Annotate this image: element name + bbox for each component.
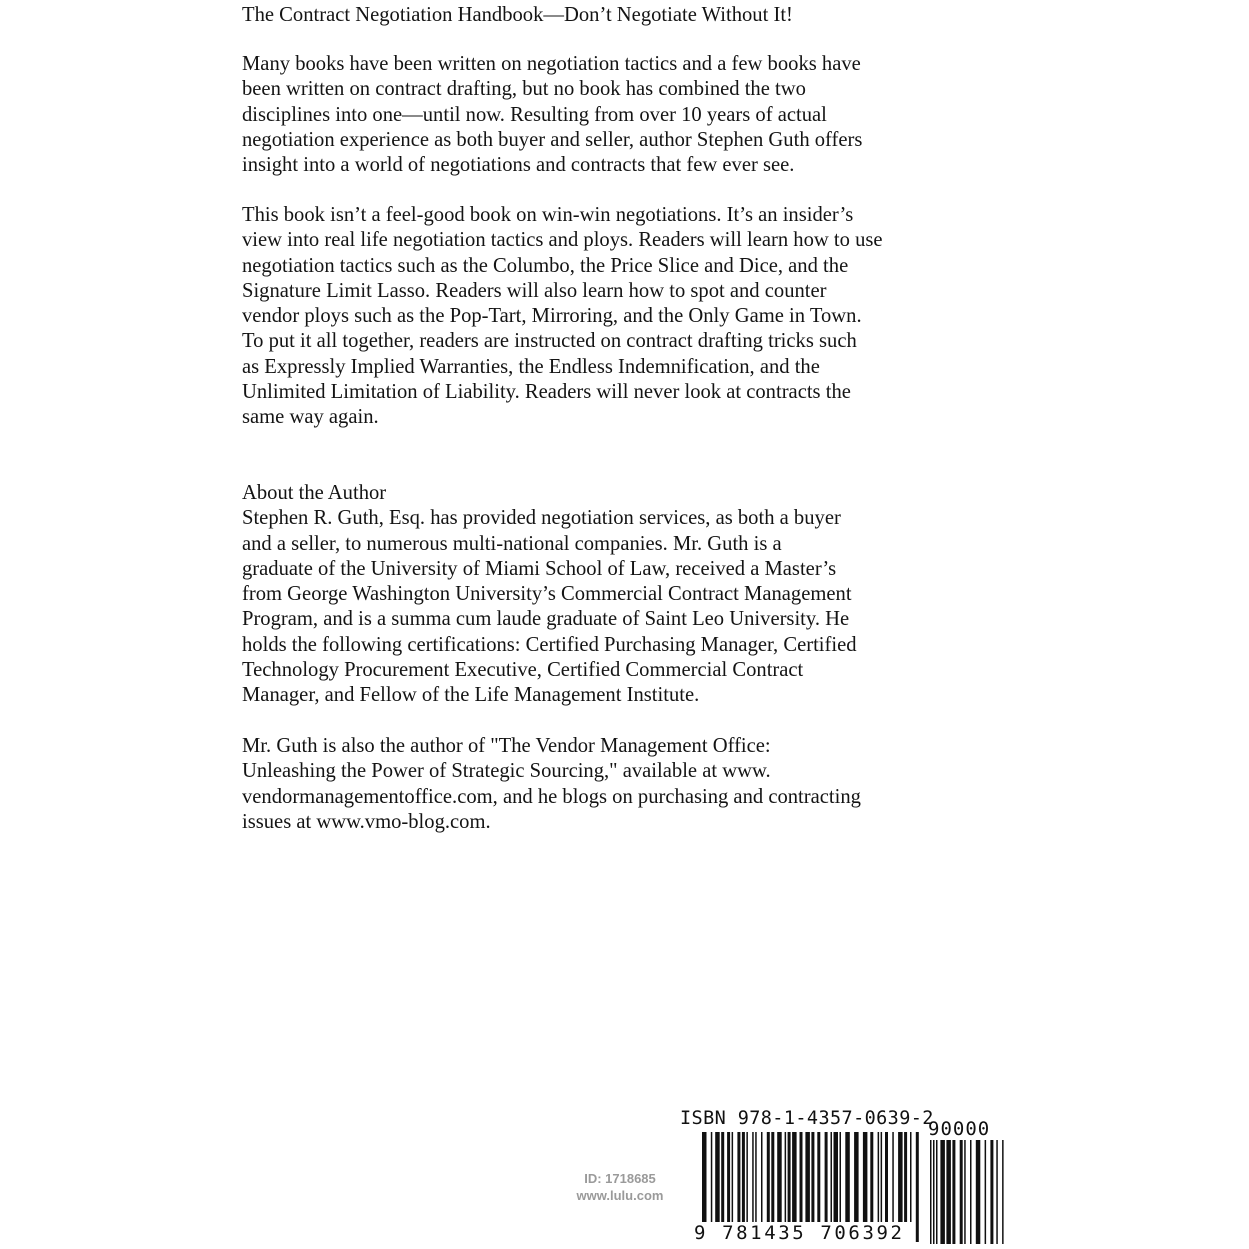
barcode-bar xyxy=(777,1132,782,1222)
barcode-bar xyxy=(904,1132,907,1222)
barcode-bar xyxy=(898,1132,903,1222)
text-line: Unleashing the Power of Strategic Sourcing," available at www. xyxy=(242,760,771,783)
about-author-heading: About the Author xyxy=(242,482,387,504)
barcode-bar xyxy=(933,1140,935,1244)
barcode-bar xyxy=(854,1132,859,1222)
barcode-bar xyxy=(990,1140,993,1244)
barcode-bar xyxy=(811,1132,814,1222)
text-line: Signature Limit Lasso. Readers will also learn how to spot and counter xyxy=(242,279,827,302)
isbn-label: ISBN 978-1-4357-0639-2 xyxy=(680,1108,934,1129)
text-line: graduate of the University of Miami School of Law, received a Master’s xyxy=(242,557,837,580)
barcode-bar xyxy=(788,1132,791,1222)
text-line: vendormanagementoffice.com, and he blogs on purchasing and contracting xyxy=(242,785,861,808)
text-line: insight into a world of negotiations and contracts that few ever see. xyxy=(242,154,795,177)
barcode-bar xyxy=(834,1132,839,1222)
barcode-bar xyxy=(727,1132,730,1222)
barcode-bar xyxy=(1002,1140,1004,1244)
barcode-bar xyxy=(940,1140,945,1244)
ean-digits: 9 781435 706392 xyxy=(694,1222,905,1244)
barcode-bar xyxy=(732,1132,734,1222)
text-line: disciplines into one—until now. Resulting from over 10 years of actual xyxy=(242,103,827,126)
text-line: same way again. xyxy=(242,406,379,429)
barcode-bar xyxy=(892,1132,894,1222)
text-line: vendor ploys such as the Pop-Tart, Mirroring, and the Only Game in Town. xyxy=(242,305,862,328)
barcode-bar xyxy=(737,1132,740,1222)
barcode-bar xyxy=(825,1132,828,1222)
barcode-bar xyxy=(845,1132,850,1222)
text-line: This book isn’t a feel-good book on win-win negotiations. It’s an insider’s xyxy=(242,204,854,226)
text-line: Many books have been written on negotiation tactics and a few books have xyxy=(242,53,861,75)
barcode-bar xyxy=(985,1140,987,1244)
barcode-bar xyxy=(805,1132,810,1222)
barcode-bar xyxy=(916,1132,919,1242)
barcode-bar xyxy=(785,1132,787,1222)
barcode-bar xyxy=(976,1140,981,1244)
barcode-bar xyxy=(964,1140,966,1244)
barcode-bar xyxy=(771,1132,774,1222)
text-line: Mr. Guth is also the author of "The Vendor Management Office: xyxy=(242,735,771,757)
barcode-bar xyxy=(878,1132,880,1222)
text-line: Stephen R. Guth, Esq. has provided negotiation services, as both a buyer xyxy=(242,507,841,530)
barcode-bar xyxy=(752,1132,754,1222)
text-line: Unlimited Limitation of Liability. Readers will never look at contracts the xyxy=(242,381,851,404)
barcode-bar xyxy=(800,1132,803,1222)
barcode-bar xyxy=(840,1132,842,1222)
barcode-bar xyxy=(761,1132,763,1222)
barcode-bar xyxy=(742,1132,745,1222)
barcode-bar xyxy=(767,1132,770,1222)
text-line: from George Washington University’s Commercial Contract Management xyxy=(242,583,852,606)
price-code: 90000 xyxy=(928,1118,991,1140)
text-line: negotiation tactics such as the Columbo, the Price Slice and Dice, and the xyxy=(242,254,849,277)
barcode-bar xyxy=(970,1140,972,1244)
barcode-bar xyxy=(881,1132,883,1222)
text-line: holds the following certifications: Certified Purchasing Manager, Certified xyxy=(242,633,857,656)
text-line: Program, and is a summa cum laude graduate of Saint Leo University. He xyxy=(242,608,850,631)
text-line: To put it all together, readers are instructed on contract drafting tricks such xyxy=(242,330,857,353)
barcode-bar xyxy=(721,1132,724,1222)
text-line: and a seller, to numerous multi-national companies. Mr. Guth is a xyxy=(242,532,782,555)
barcode-bar xyxy=(863,1132,868,1222)
barcode-bar xyxy=(910,1132,912,1222)
lulu-id: ID: 1718685 xyxy=(584,1171,656,1186)
barcode-bar xyxy=(952,1140,955,1244)
barcode-bar xyxy=(996,1140,998,1244)
barcode-bar xyxy=(817,1132,820,1222)
barcode-bar xyxy=(792,1132,797,1222)
text-line: as Expressly Implied Warranties, the Endless Indemnification, and the xyxy=(242,355,820,378)
barcode-bar xyxy=(831,1132,833,1222)
text-line: Technology Procurement Executive, Certified Commercial Contract xyxy=(242,659,804,682)
text-line: issues at www.vmo-blog.com. xyxy=(242,810,491,833)
barcode-bar xyxy=(936,1140,938,1244)
barcode-bar xyxy=(946,1140,951,1244)
book-title: The Contract Negotiation Handbook—Don’t Negotiate Without It! xyxy=(242,4,793,26)
lulu-site: www.lulu.com xyxy=(576,1188,664,1203)
barcode-bar xyxy=(930,1140,932,1244)
text-line: been written on contract drafting, but no book has combined the two xyxy=(242,78,806,101)
barcode-bar xyxy=(885,1132,888,1222)
text-line: view into real life negotiation tactics and ploys. Readers will learn how to use xyxy=(242,229,883,252)
barcode-bar xyxy=(755,1132,757,1222)
barcode-bar xyxy=(960,1140,963,1244)
text-line: negotiation experience as both buyer and seller, author Stephen Guth offers xyxy=(242,128,863,151)
barcode-bar xyxy=(746,1132,748,1222)
text-line: Manager, and Fellow of the Life Management Institute. xyxy=(242,684,700,707)
barcode-bar xyxy=(870,1132,873,1222)
barcode-bar xyxy=(715,1132,720,1222)
